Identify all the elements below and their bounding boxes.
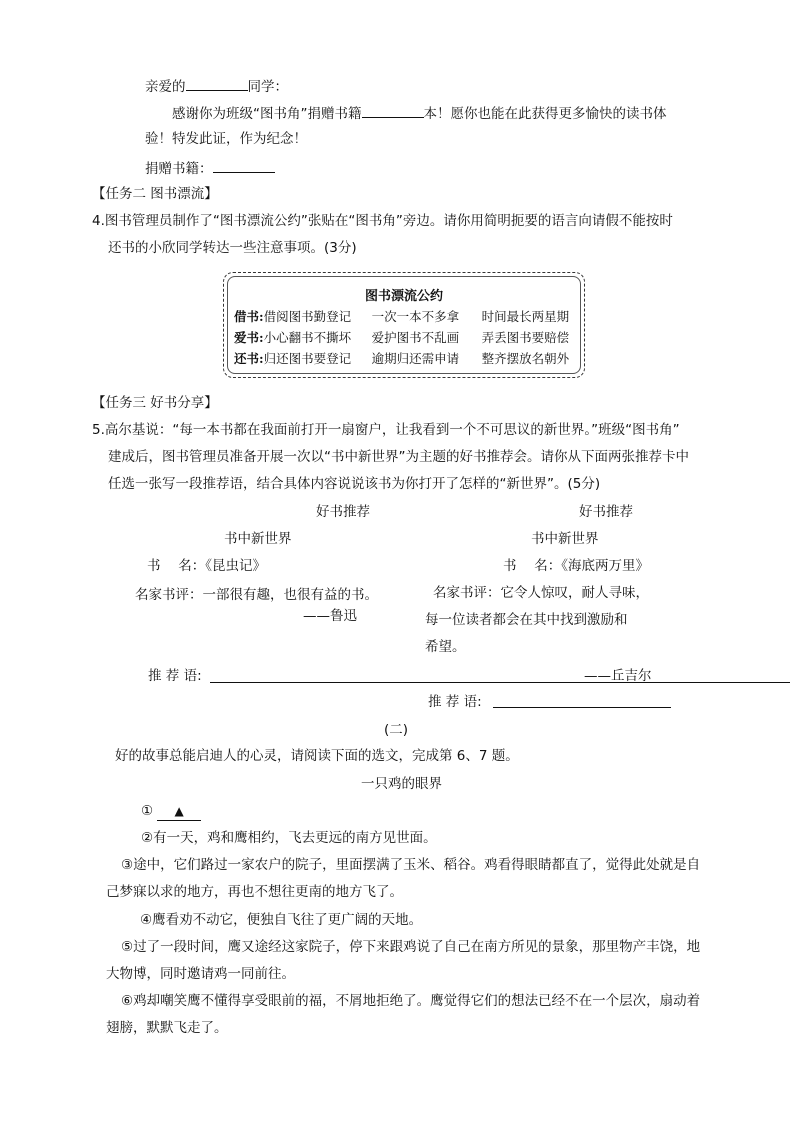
greeting-prefix: 亲爱的 [145,79,186,95]
section2-intro: 好的故事总能启迪人的心灵，请阅读下面的选文，完成第 6、7 题。 [115,748,519,764]
right-card-review-2: 每一位读者都会在其中找到激励和 [425,612,628,628]
rule-b: 逾期归还需申请 [371,351,460,366]
row-label: 还书: [234,351,264,366]
row-label: 爱书: [234,330,264,345]
section2-heading: (二) [384,722,409,738]
paragraph-5-line2: 大物博，同时邀请鸡一同前往。 [106,966,295,982]
rule-c: 时间最长两星期 [481,309,570,324]
greeting-suffix: 同学： [247,79,288,95]
q5-line1: 5.高尔基说：“每一本书都在我面前打开一扇窗户，让我看到一个不可思议的新世界。”班级“图书角” [92,422,680,438]
rule-b: 爱护图书不乱画 [371,330,460,345]
right-rec-blank[interactable] [493,707,671,708]
paragraph-1-number: ① [141,803,154,819]
right-rec-label: 推 荐 语: [428,694,482,710]
left-card-title: 好书推荐 [316,504,370,520]
rule-a: 小心翻书不撕坏 [263,330,352,345]
task2-header: 【任务二 图书漂流】 [92,186,218,202]
left-card-book: 书 名：《昆虫记》 [147,558,267,574]
thanks-suffix: 本！愿你也能在此获得更多愉快的读书体 [423,106,667,122]
left-card-author: ——鲁迅 [303,608,357,624]
certificate-greeting [145,76,288,96]
certificate-donated-books [145,158,275,178]
right-card-review-1: 名家书评：它令人惊叹，耐人寻味， [433,585,649,601]
q5-line3: 任选一张写一段推荐语，结合具体内容说说该书为你打开了怎样的“新世界”。(5分) [108,476,601,492]
left-rec-blank[interactable] [210,682,790,683]
paragraph-5-line1: ⑤过了一段时间，鹰又途经这家院子，停下来跟鸡说了自己在南方所见的景象，那里物产丰饶，地 [121,939,701,955]
row-label: 借书: [234,309,264,324]
paragraph-1-blank[interactable] [157,802,201,821]
donated-books-label: 捐赠书籍： [145,161,213,177]
paragraph-6-line1: ⑥鸡却嘲笑鹰不懂得享受眼前的福，不屑地拒绝了。鹰觉得它们的想法已经不在一个层次，扇动着 [121,993,701,1009]
task3-header: 【任务三 好书分享】 [92,395,218,411]
paragraph-4: ④鹰看劝不动它，便独自飞往了更广阔的天地。 [140,912,423,928]
paragraph-3-line2: 己梦寐以求的地方，再也不想往更南的地方飞了。 [106,884,403,900]
right-card-book: 书 名：《海底两万里》 [503,558,650,574]
certificate-closing: 验！特发此证，作为纪念！ [145,131,307,147]
book-count-blank[interactable] [362,103,424,118]
donated-books-blank[interactable] [213,158,275,173]
convention-title: 图书漂流公约 [364,289,443,304]
convention-row-borrow [234,307,569,325]
convention-row-care [234,328,569,346]
paragraph-3-line1: ③途中，它们路过一家农户的院子，里面摆满了玉米、稻谷。鸡看得眼睛都直了，觉得此处就是自 [121,857,701,873]
rule-c: 弄丢图书要赔偿 [481,330,570,345]
rule-a: 借阅图书勤登记 [263,309,352,324]
rule-a: 归还图书要登记 [263,351,352,366]
paragraph-1 [141,802,201,821]
thanks-prefix: 感谢你为班级“图书角”捐赠书籍 [172,106,362,122]
q4-line1: 4.图书管理员制作了“图书漂流公约”张贴在“图书角”旁边。请你用简明扼要的语言向请假不能按时 [92,213,673,229]
rule-b: 一次一本不多拿 [371,309,460,324]
right-card-title: 好书推荐 [579,504,633,520]
certificate-thanks [172,103,667,123]
right-card-author: ——丘吉尔 [584,668,652,684]
story-title: 一只鸡的眼界 [361,776,442,792]
name-blank[interactable] [186,76,248,91]
convention-card [223,272,585,378]
convention-row-return [234,349,569,367]
left-card-review: 名家书评：一部很有趣，也很有益的书。 [135,587,378,603]
right-card-review-3: 希望。 [425,639,466,655]
right-card-subtitle: 书中新世界 [531,531,599,547]
triangle-marker: ▲ [174,804,184,818]
left-card-subtitle: 书中新世界 [224,531,292,547]
q5-line2: 建成后，图书管理员准备开展一次以“书中新世界”为主题的好书推荐会。请你从下面两张推荐卡中 [108,449,689,465]
paragraph-2: ②有一天，鸡和鹰相约，飞去更远的南方见世面。 [141,830,437,846]
q4-line2: 还书的小欣同学转达一些注意事项。(3分) [108,240,357,256]
rule-c: 整齐摆放名朝外 [481,351,570,366]
paragraph-6-line2: 翅膀，默默飞走了。 [106,1020,228,1036]
left-rec-label: 推 荐 语: [148,668,202,684]
